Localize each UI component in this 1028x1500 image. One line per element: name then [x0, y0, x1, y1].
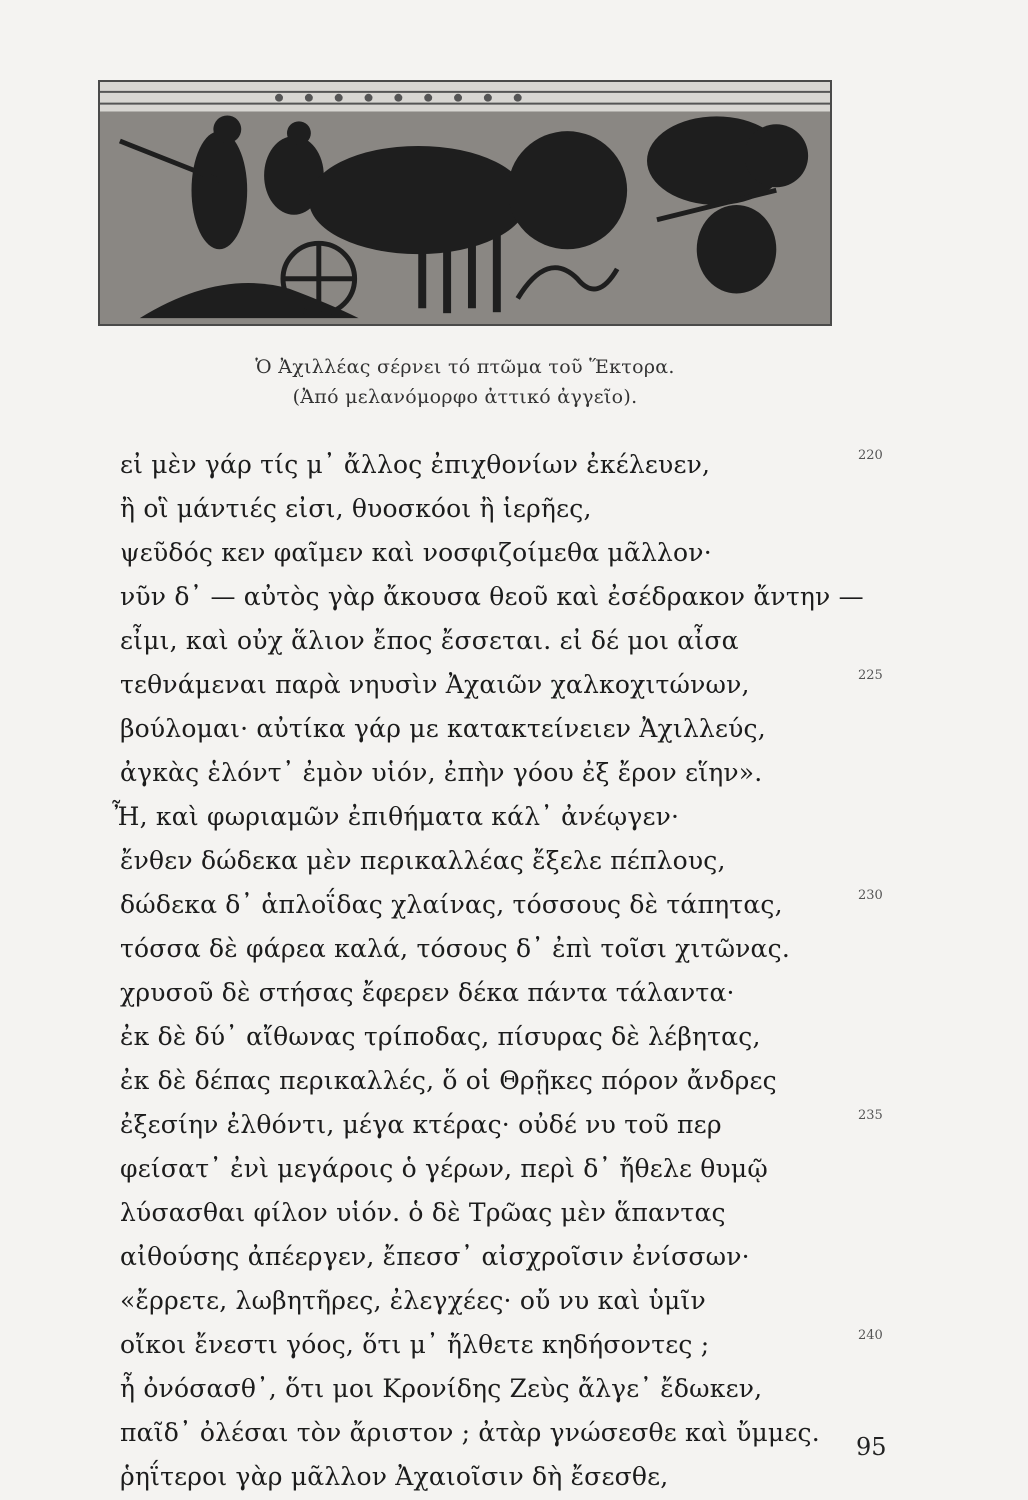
verse-line: ἢ οἳ μάντιές εἰσι, θυοσκόοι ἢ ἱερῆες,	[120, 494, 592, 523]
verse-line: δώδεκα δ᾽ ἁπλοΐδας χλαίνας, τόσσους δὲ τάπητας,	[120, 890, 783, 919]
verse-line: λύσασθαι φίλον υἱόν. ὁ δὲ Τρῶας μὲν ἅπαντας	[120, 1198, 726, 1227]
line-number: 220	[858, 448, 883, 463]
verse-line: Ἦ, καὶ φωριαμῶν ἐπιθήματα κάλ᾽ ἀνέῳγεν·	[112, 802, 680, 831]
line-number: 230	[858, 888, 883, 903]
verse-line: ἀγκὰς ἑλόντ᾽ ἐμὸν υἱόν, ἐπὴν γόου ἐξ ἔρον εἵην».	[120, 758, 763, 787]
verse-line: ἦ ὀνόσασθ᾽, ὅτι μοι Κρονίδης Ζεὺς ἄλγε᾽ ἔδωκεν,	[120, 1374, 763, 1403]
verse-line: ἐκ δὲ δύ᾽ αἴθωνας τρίποδας, πίσυρας δὲ λέβητας,	[120, 1022, 761, 1051]
page-number: 95	[856, 1433, 887, 1461]
verse-line: τόσσα δὲ φάρεα καλά, τόσους δ᾽ ἐπὶ τοῖσι χιτῶνας.	[120, 934, 790, 963]
verse-line: ἐξεσίην ἐλθόντι, μέγα κτέρας· οὐδέ νυ τοῦ περ	[120, 1110, 722, 1139]
verse-line: φείσατ᾽ ἐνὶ μεγάροις ὁ γέρων, περὶ δ᾽ ἤθελε θυμῷ	[120, 1154, 768, 1183]
verse-line: ψεῦδός κεν φαῖμεν καὶ νοσφιζοίμεθα μᾶλλον·	[120, 538, 712, 567]
line-number: 225	[858, 668, 883, 683]
line-number: 240	[858, 1328, 883, 1343]
verse-line: εἶμι, καὶ οὐχ ἅλιον ἔπος ἔσσεται. εἰ δέ μοι αἶσα	[120, 626, 739, 655]
verse-line: εἰ μὲν γάρ τίς μ᾽ ἄλλος ἐπιχθονίων ἐκέλευεν,	[120, 450, 711, 479]
vase-illustration	[98, 80, 832, 326]
verse-line: ἔνθεν δώδεκα μὲν περικαλλέας ἔξελε πέπλους,	[120, 846, 726, 875]
figure-caption-title: Ὁ Ἀχιλλέας σέρνει τό πτῶμα τοῦ Ἕκτορα.	[255, 356, 675, 378]
verse-line: χρυσοῦ δὲ στήσας ἔφερεν δέκα πάντα τάλαντα·	[120, 978, 735, 1007]
vase-scene-image	[100, 82, 830, 324]
verse-line: νῦν δ᾽ — αὐτὸς γὰρ ἄκουσα θεοῦ καὶ ἐσέδρακον ἄντην —	[120, 582, 864, 611]
verse-line: αἰθούσης ἀπέεργεν, ἔπεσσ᾽ αἰσχροῖσιν ἐνίσσων·	[120, 1242, 750, 1271]
verse-line: ῥηΐτεροι γὰρ μᾶλλον Ἀχαιοῖσιν δὴ ἔσεσθε,	[120, 1462, 669, 1491]
verse-line: ἐκ δὲ δέπας περικαλλές, ὅ οἱ Θρῇκες πόρον ἄνδρες	[120, 1066, 777, 1095]
verse-line: τεθνάμεναι παρὰ νηυσὶν Ἀχαιῶν χαλκοχιτώνων,	[120, 670, 750, 699]
line-number: 235	[858, 1108, 883, 1123]
verse-line: οἴκοι ἔνεστι γόος, ὅτι μ᾽ ἤλθετε κηδήσοντες ;	[120, 1330, 710, 1359]
verse-line: «ἔρρετε, λωβητῆρες, ἐλεγχέες· οὔ νυ καὶ ὑμῖν	[120, 1286, 706, 1315]
figure-caption-source: (Ἀπό μελανόμορφο ἀττικό ἀγγεῖο).	[292, 386, 638, 408]
verse-line: βούλομαι· αὐτίκα γάρ με κατακτείνειεν Ἀχιλλεύς,	[120, 714, 766, 743]
verse-line: παῖδ᾽ ὀλέσαι τὸν ἄριστον ; ἀτὰρ γνώσεσθε καὶ ὔμμες.	[120, 1418, 820, 1447]
